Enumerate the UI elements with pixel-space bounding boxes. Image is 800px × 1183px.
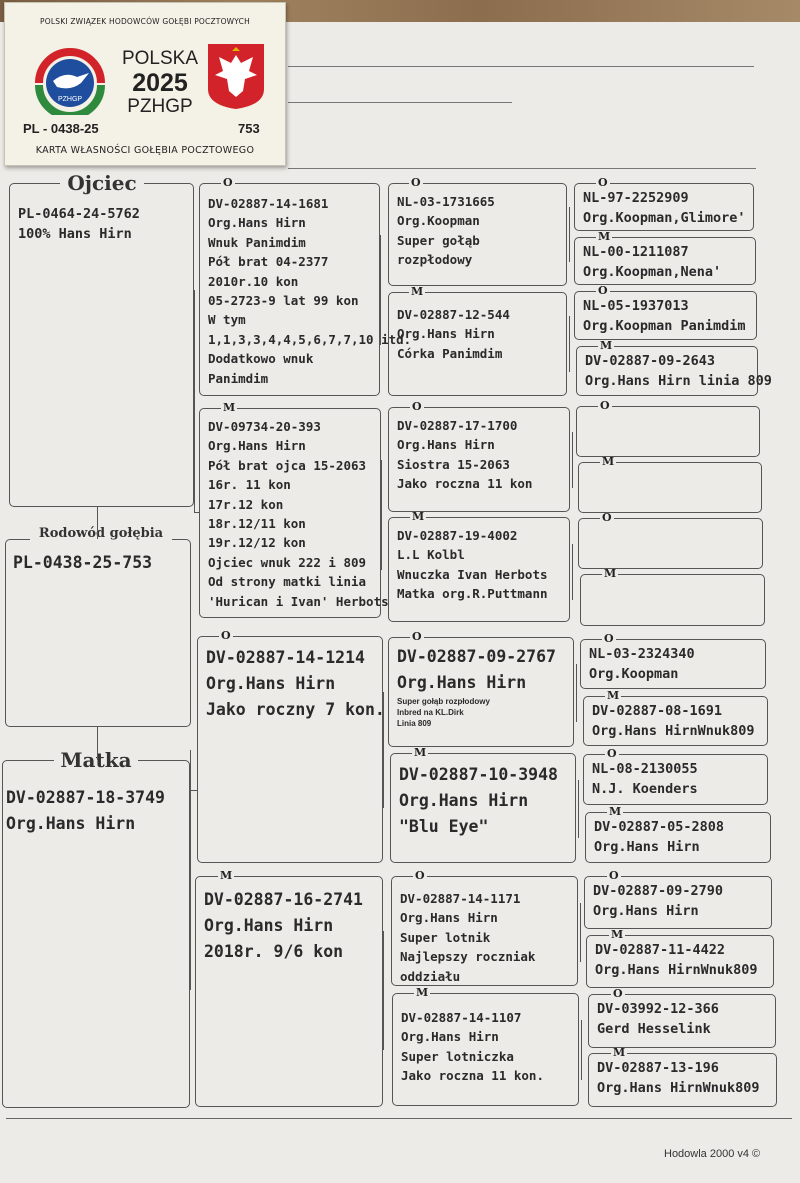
gen3-box-8 [392,993,579,1106]
gen2-box-3-line: Jako roczny 7 kon. [206,700,385,719]
gen4-box-15-line: DV-03992-12-366 [597,1001,719,1017]
gen3-box-1-line: rozpłodowy [397,252,473,268]
bracket-gen3-7 [580,903,581,962]
gen4-box-8 [580,574,765,626]
gen2-box-2-female-mark: M [223,401,236,414]
gen4-box-13-details [593,881,723,921]
gen2-box-1-line: Wnuk Panimdim [208,234,306,250]
gen2-box-1-line: Pół brat 04-2377 [208,254,329,270]
gen2-box-2-line: Pół brat ojca 15-2063 [208,457,367,473]
gen3-box-5-note-line: Inbred na KL.Dirk [397,708,464,717]
gen2-box-4 [195,876,383,1107]
gen4-box-2-female-mark: M [598,230,611,243]
bracket-gen3-5 [576,664,577,722]
gen2-box-1 [199,183,412,396]
gen3-box-7-male-mark: O [415,869,425,882]
union-name: POLSKI ZWIĄZEK HODOWCÓW GOŁĘBI POCZTOWYCH [40,17,250,26]
gen3-box-6-details [399,762,558,840]
stub-mother [190,790,197,791]
gen2-box-1-line: Org.Hans Hirn [208,215,306,231]
gen4-box-10-female-mark: M [607,689,620,702]
gen4-box-2-line: Org.Koopman,Nena' [583,264,722,280]
gen3-box-8-line: Jako roczna 11 kon. [401,1068,544,1084]
gen2-box-2-line: 18r.12/11 kon [208,516,306,532]
gen2-box-3-line: DV-02887-14-1214 [206,648,365,667]
gen4-box-14-line: Org.Hans HirnWnuk809 [595,962,758,978]
gen3-box-1-line: Super gołąb [397,232,480,248]
software-footer: Hodowla 2000 v4 © [664,1148,761,1160]
gen4-box-9 [580,639,766,689]
gen3-box-3 [388,407,570,512]
gen2-box-3-details [206,645,385,723]
pzhgp-logo-icon [31,43,109,115]
gen4-box-10 [583,696,768,746]
gen3-box-1-details [397,192,495,270]
gen2-box-4-line: Org.Hans Hirn [204,916,334,935]
gen4-box-16 [588,1053,777,1107]
gen3-box-8-line: DV-02887-14-1107 [401,1010,522,1025]
gen3-box-2-details [397,305,510,363]
gen3-box-5-details [397,644,556,729]
gen2-box-1-line: 2010r.10 kon [208,273,299,289]
gen3-box-4-details [397,526,548,604]
pedigree-sheet [0,17,800,1183]
gen3-box-8-female-mark: M [416,986,429,999]
ownership-card [4,2,286,166]
gen4-box-11-line: N.J. Koenders [592,781,698,797]
union-abbreviation: PZHGP [127,96,193,117]
gen3-box-4-line: Matka org.R.Puttmann [397,586,548,602]
gen4-box-15-details [597,999,719,1039]
gen4-box-9-male-mark: O [604,632,614,645]
gen3-box-3-male-mark: O [412,400,422,413]
bracket-gen3-3 [572,432,573,488]
gen3-box-6 [390,753,576,863]
gen2-box-1-line: Panimdim [208,370,269,386]
gen2-box-2-line: Od strony matki linia [208,574,367,590]
ring-year: 2025 [132,69,188,97]
gen4-box-13-line: Org.Hans Hirn [593,903,699,919]
bracket-gen2-4 [383,931,384,1050]
gen2-box-4-details [204,887,363,965]
bracket-gen3-4 [572,544,573,600]
card-ring-number: PL - 0438-25 [23,121,99,136]
gen3-box-2-line: DV-02887-12-544 [397,307,510,322]
gen4-box-5-male-mark: O [600,399,610,412]
gen2-box-2-details [208,417,389,611]
gen4-box-13-line: DV-02887-09-2790 [593,883,724,899]
gen3-box-2-female-mark: M [411,285,424,298]
gen2-box-1-line: DV-02887-14-1681 [208,196,329,211]
gen2-box-3 [197,636,383,863]
gen3-box-2-line: Org.Hans Hirn [397,326,495,342]
gen3-box-1-male-mark: O [411,176,421,189]
svg-text:PZHGP: PZHGP [57,96,83,103]
gen2-box-1-male-mark: O [223,176,233,189]
gen2-box-2 [199,408,389,618]
gen3-box-5-note-line: Super gołąb rozpłodowy [397,697,490,706]
gen2-box-4-line: DV-02887-16-2741 [204,890,363,909]
blank-line-1 [288,66,754,67]
gen4-box-6-female-mark: M [602,455,615,468]
gen4-box-2 [574,237,756,285]
father-line: PL-0464-24-5762 [18,206,140,222]
gen3-box-5 [388,637,574,747]
gen3-box-3-line: Org.Hans Hirn [397,437,495,453]
gen3-box-6-line: "Blu Eye" [399,817,489,836]
pigeon-line: PL-0438-25-753 [13,553,153,572]
gen4-box-15-line: Gerd Hesselink [597,1021,711,1037]
gen3-box-4 [388,517,570,622]
father-box [9,183,194,507]
gen3-box-4-line: Wnuczka Ivan Herbots [397,566,548,582]
gen4-box-14 [586,935,774,988]
gen4-box-3-male-mark: O [598,284,608,297]
gen3-box-7-line: Najlepszy roczniak [400,949,536,965]
card-footer: KARTA WŁASNOŚCI GOŁĘBIA POCZTOWEGO [35,145,255,156]
gen3-box-7-details [400,889,535,986]
gen4-box-11-details [592,759,698,799]
bracket-gen2-3 [383,692,384,808]
gen3-box-7-line: Super lotnik [400,929,491,945]
gen3-box-2 [388,292,567,396]
pedigree-label: Rodowód gołębia [30,525,172,543]
gen4-box-14-details [595,940,758,980]
gen4-box-10-details [592,701,755,741]
gen2-box-2-line: Org.Hans Hirn [208,438,306,454]
father-line: 100% Hans Hirn [18,226,132,242]
gen3-box-6-female-mark: M [414,746,427,759]
gen4-box-7 [578,518,763,569]
father-details [18,204,140,244]
gen3-box-3-line: Siostra 15-2063 [397,456,510,472]
bracket-gen2-2 [381,460,382,570]
gen2-box-1-line: 05-2723-9 lat 99 kon [208,293,359,309]
gen2-box-2-line: 17r.12 kon [208,496,284,512]
gen4-box-13 [584,876,772,929]
gen4-box-11 [583,754,768,805]
gen4-box-11-line: NL-08-2130055 [592,761,698,777]
gen3-box-8-line: Super lotniczka [401,1048,514,1064]
gen3-box-2-line: Córka Panimdim [397,345,503,361]
gen4-box-9-details [589,644,695,684]
gen3-box-6-line: Org.Hans Hirn [399,791,529,810]
gen3-box-7 [391,876,578,986]
gen4-box-4-line: Org.Hans Hirn linia 809 [585,373,772,389]
gen4-box-2-line: NL-00-1211087 [583,244,689,260]
gen3-box-7-line: oddziału [400,968,461,984]
gen4-box-16-line: DV-02887-13-196 [597,1060,719,1076]
card-number: 753 [238,121,260,136]
gen3-box-4-line: L.L Kolbl [397,547,465,563]
gen4-box-12-line: Org.Hans Hirn [594,839,700,855]
mother-line: DV-02887-18-3749 [6,788,165,807]
bracket-gen3-1 [569,207,570,262]
footer-rule [6,1118,792,1119]
gen4-box-10-line: Org.Hans HirnWnuk809 [592,723,755,739]
gen3-box-8-line: Org.Hans Hirn [401,1029,499,1045]
gen2-box-2-line: 19r.12/12 kon [208,535,306,551]
bracket-father [194,290,195,512]
gen4-box-12-female-mark: M [609,805,622,818]
connector-father-pigeon [97,507,98,539]
pigeon-details [13,550,152,576]
gen3-box-7-line: DV-02887-14-1171 [400,891,521,906]
gen4-box-4-details [585,351,772,391]
bracket-gen3-8 [581,1020,582,1080]
gen4-box-9-line: NL-03-2324340 [589,646,695,662]
father-label: Ojciec [60,172,144,194]
gen4-box-12-details [594,817,724,857]
gen3-box-3-line: DV-02887-17-1700 [397,418,518,433]
gen3-box-1-line: NL-03-1731665 [397,194,495,209]
gen4-box-5 [576,406,760,457]
gen4-box-16-female-mark: M [613,1046,626,1059]
gen4-box-14-female-mark: M [611,928,624,941]
gen3-box-5-note-line: Linia 809 [397,719,432,728]
gen4-box-8-female-mark: M [604,567,617,580]
gen4-box-3-line: NL-05-1937013 [583,298,689,314]
mother-line: Org.Hans Hirn [6,814,136,833]
gen2-box-1-line: 1,1,3,3,4,4,5,6,7,7,10 itd. [208,331,412,347]
country-name: POLSKA [121,48,199,69]
gen2-box-4-line: 2018r. 9/6 kon [204,942,344,961]
bracket-gen3-6 [578,780,579,838]
gen4-box-12 [585,812,771,863]
gen3-box-6-line: DV-02887-10-3948 [399,765,558,784]
gen4-box-1-details [583,188,746,228]
gen3-box-4-line: DV-02887-19-4002 [397,528,518,543]
gen3-box-5-line: Org.Hans Hirn [397,673,527,692]
gen4-box-3-details [583,296,746,336]
gen3-box-3-details [397,416,532,494]
gen4-box-15-male-mark: O [613,987,623,1000]
gen4-box-16-details [597,1058,760,1098]
gen4-box-16-line: Org.Hans HirnWnuk809 [597,1080,760,1096]
gen3-box-5-line: DV-02887-09-2767 [397,647,556,666]
bracket-gen3-2 [569,316,570,372]
blank-line-2 [288,102,512,103]
gen4-box-1 [574,183,754,231]
gen3-box-8-details [401,1008,544,1086]
gen2-box-2-line: 'Hurican i Ivan' Herbots [208,593,389,609]
gen4-box-3 [574,291,757,340]
gen2-box-3-line: Org.Hans Hirn [206,674,336,693]
gen2-box-4-female-mark: M [220,869,233,882]
gen3-box-1 [388,183,567,286]
gen4-box-7-male-mark: O [602,511,612,524]
polish-eagle-emblem-icon [205,41,267,111]
gen4-box-2-details [583,242,721,282]
gen3-box-4-female-mark: M [412,510,425,523]
gen3-box-3-line: Jako roczna 11 kon [397,476,533,492]
connector-pigeon-mother [97,727,98,760]
gen4-box-4 [576,346,772,396]
stub-father [194,512,199,513]
gen4-box-11-male-mark: O [607,747,617,760]
gen2-box-2-line: Ojciec wnuk 222 i 809 [208,554,367,570]
gen4-box-12-line: DV-02887-05-2808 [594,819,725,835]
gen2-box-2-line: DV-09734-20-393 [208,419,321,434]
gen4-box-4-line: DV-02887-09-2643 [585,353,716,369]
gen4-box-10-line: DV-02887-08-1691 [592,703,723,719]
gen4-box-14-line: DV-02887-11-4422 [595,942,726,958]
gen4-box-1-male-mark: O [598,176,608,189]
pigeon-box [5,539,191,727]
gen4-box-1-line: NL-97-2252909 [583,190,689,206]
mother-details [6,785,165,837]
header-rule [288,168,756,169]
gen4-box-6 [578,462,762,513]
gen3-box-5-male-mark: O [412,630,422,643]
gen4-box-13-male-mark: O [609,869,619,882]
gen2-box-3-male-mark: O [221,629,231,642]
card-title [115,47,205,119]
gen2-box-1-line: W tym [208,312,246,328]
gen4-box-15 [588,994,776,1048]
bracket-mother [190,750,191,990]
mother-label: Matka [54,748,138,772]
gen4-box-9-line: Org.Koopman [589,666,679,682]
gen4-box-3-line: Org.Koopman Panimdim [583,318,746,334]
mother-box [2,760,190,1108]
gen3-box-1-line: Org.Koopman [397,213,480,229]
gen2-box-2-line: 16r. 11 kon [208,477,291,493]
gen4-box-4-female-mark: M [600,339,613,352]
bracket-gen2-1 [380,235,381,345]
gen4-box-1-line: Org.Koopman,Glimore' [583,210,746,226]
gen2-box-1-line: Dodatkowo wnuk [208,351,314,367]
gen3-box-7-line: Org.Hans Hirn [400,910,498,926]
